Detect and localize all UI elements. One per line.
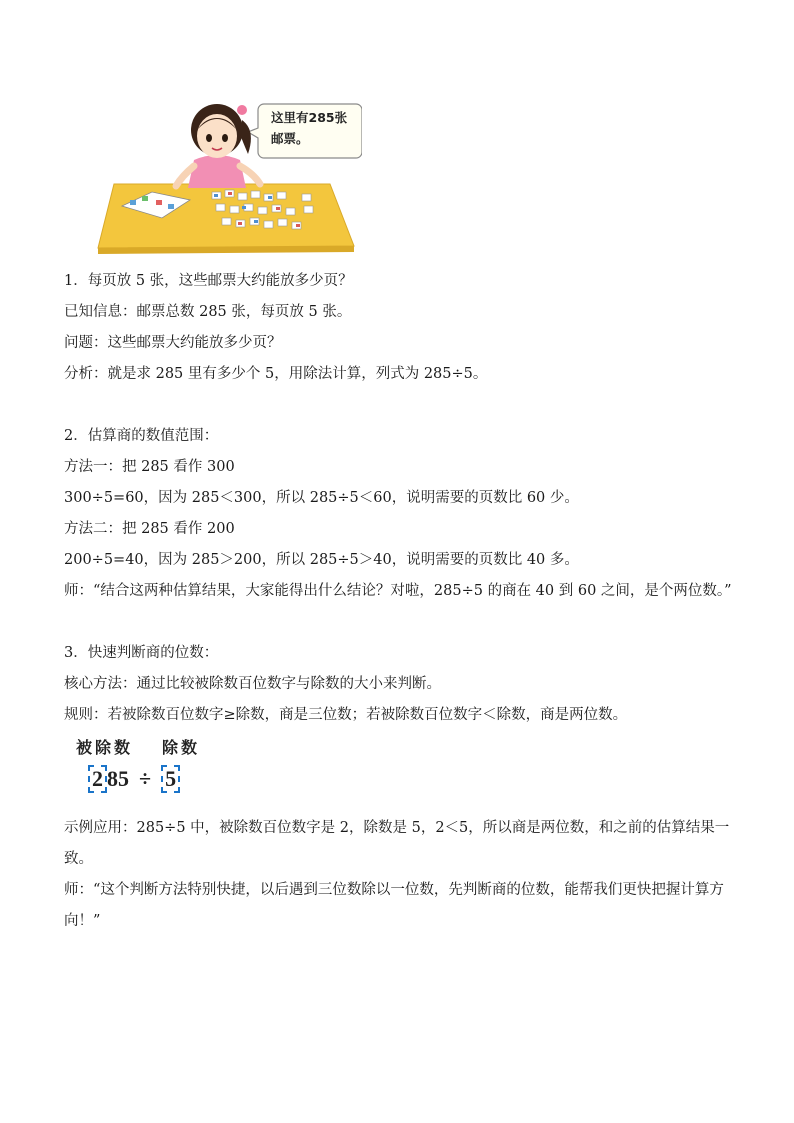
- division-expression: [88, 765, 180, 793]
- method-2-calc: 200÷5=40，因为 285＞200，所以 285÷5＞40，说明需要的页数比 40 多。: [64, 552, 579, 568]
- teacher-remark-2: 师：“这个判断方法特别快捷，以后遇到三位数除以一位数，先判断商的位数，能帮我们更快把握计算方向！”: [64, 882, 724, 929]
- method-1: 方法一：把 285 看作 300: [64, 459, 235, 475]
- speech-bubble-line: 这里有285张: [271, 110, 348, 125]
- core-method: 核心方法：通过比较被除数百位数字与除数的大小来判断。: [64, 676, 441, 692]
- rule: 规则：若被除数百位数字≥除数，商是三位数；若被除数百位数字＜除数，商是两位数。: [64, 707, 628, 723]
- divisor-box: 5: [161, 765, 180, 793]
- section-1-heading: 1．每页放 5 张，这些邮票大约能放多少页？: [64, 273, 353, 289]
- analysis: 分析：就是求 285 里有多少个 5，用除法计算，列式为 285÷5。: [64, 366, 488, 382]
- division-operator: ÷: [139, 766, 152, 791]
- section-2-heading: 2．估算商的数值范围：: [64, 428, 219, 444]
- speech-bubble-text: [271, 107, 367, 149]
- dividend-label: 被除数: [76, 738, 134, 757]
- question: 问题：这些邮票大约能放多少页？: [64, 335, 282, 351]
- method-1-calc: 300÷5=60，因为 285＜300，所以 285÷5＜60，说明需要的页数比 60 少。: [64, 490, 579, 506]
- division-diagram: [64, 731, 734, 813]
- known-info: 已知信息：邮票总数 285 张，每页放 5 张。: [64, 304, 352, 320]
- method-2: 方法二：把 285 看作 200: [64, 521, 235, 537]
- example-application: 示例应用：285÷5 中，被除数百位数字是 2，除数是 5，2＜5，所以商是两位数，和之前的估算结果一致。: [64, 820, 730, 867]
- divisor-label: 除数: [162, 738, 201, 757]
- rest-digits: 85: [107, 766, 129, 791]
- hundreds-digit-box: 2: [88, 765, 107, 793]
- worksheet-content: [64, 266, 734, 937]
- teacher-remark-1: 师：“结合这两种估算结果，大家能得出什么结论？对啦，285÷5 的商在 40 到 60 之间，是个两位数。”: [64, 583, 732, 599]
- section-3-heading: 3．快速判断商的位数：: [64, 645, 219, 661]
- speech-bubble-line: 邮票。: [271, 131, 309, 146]
